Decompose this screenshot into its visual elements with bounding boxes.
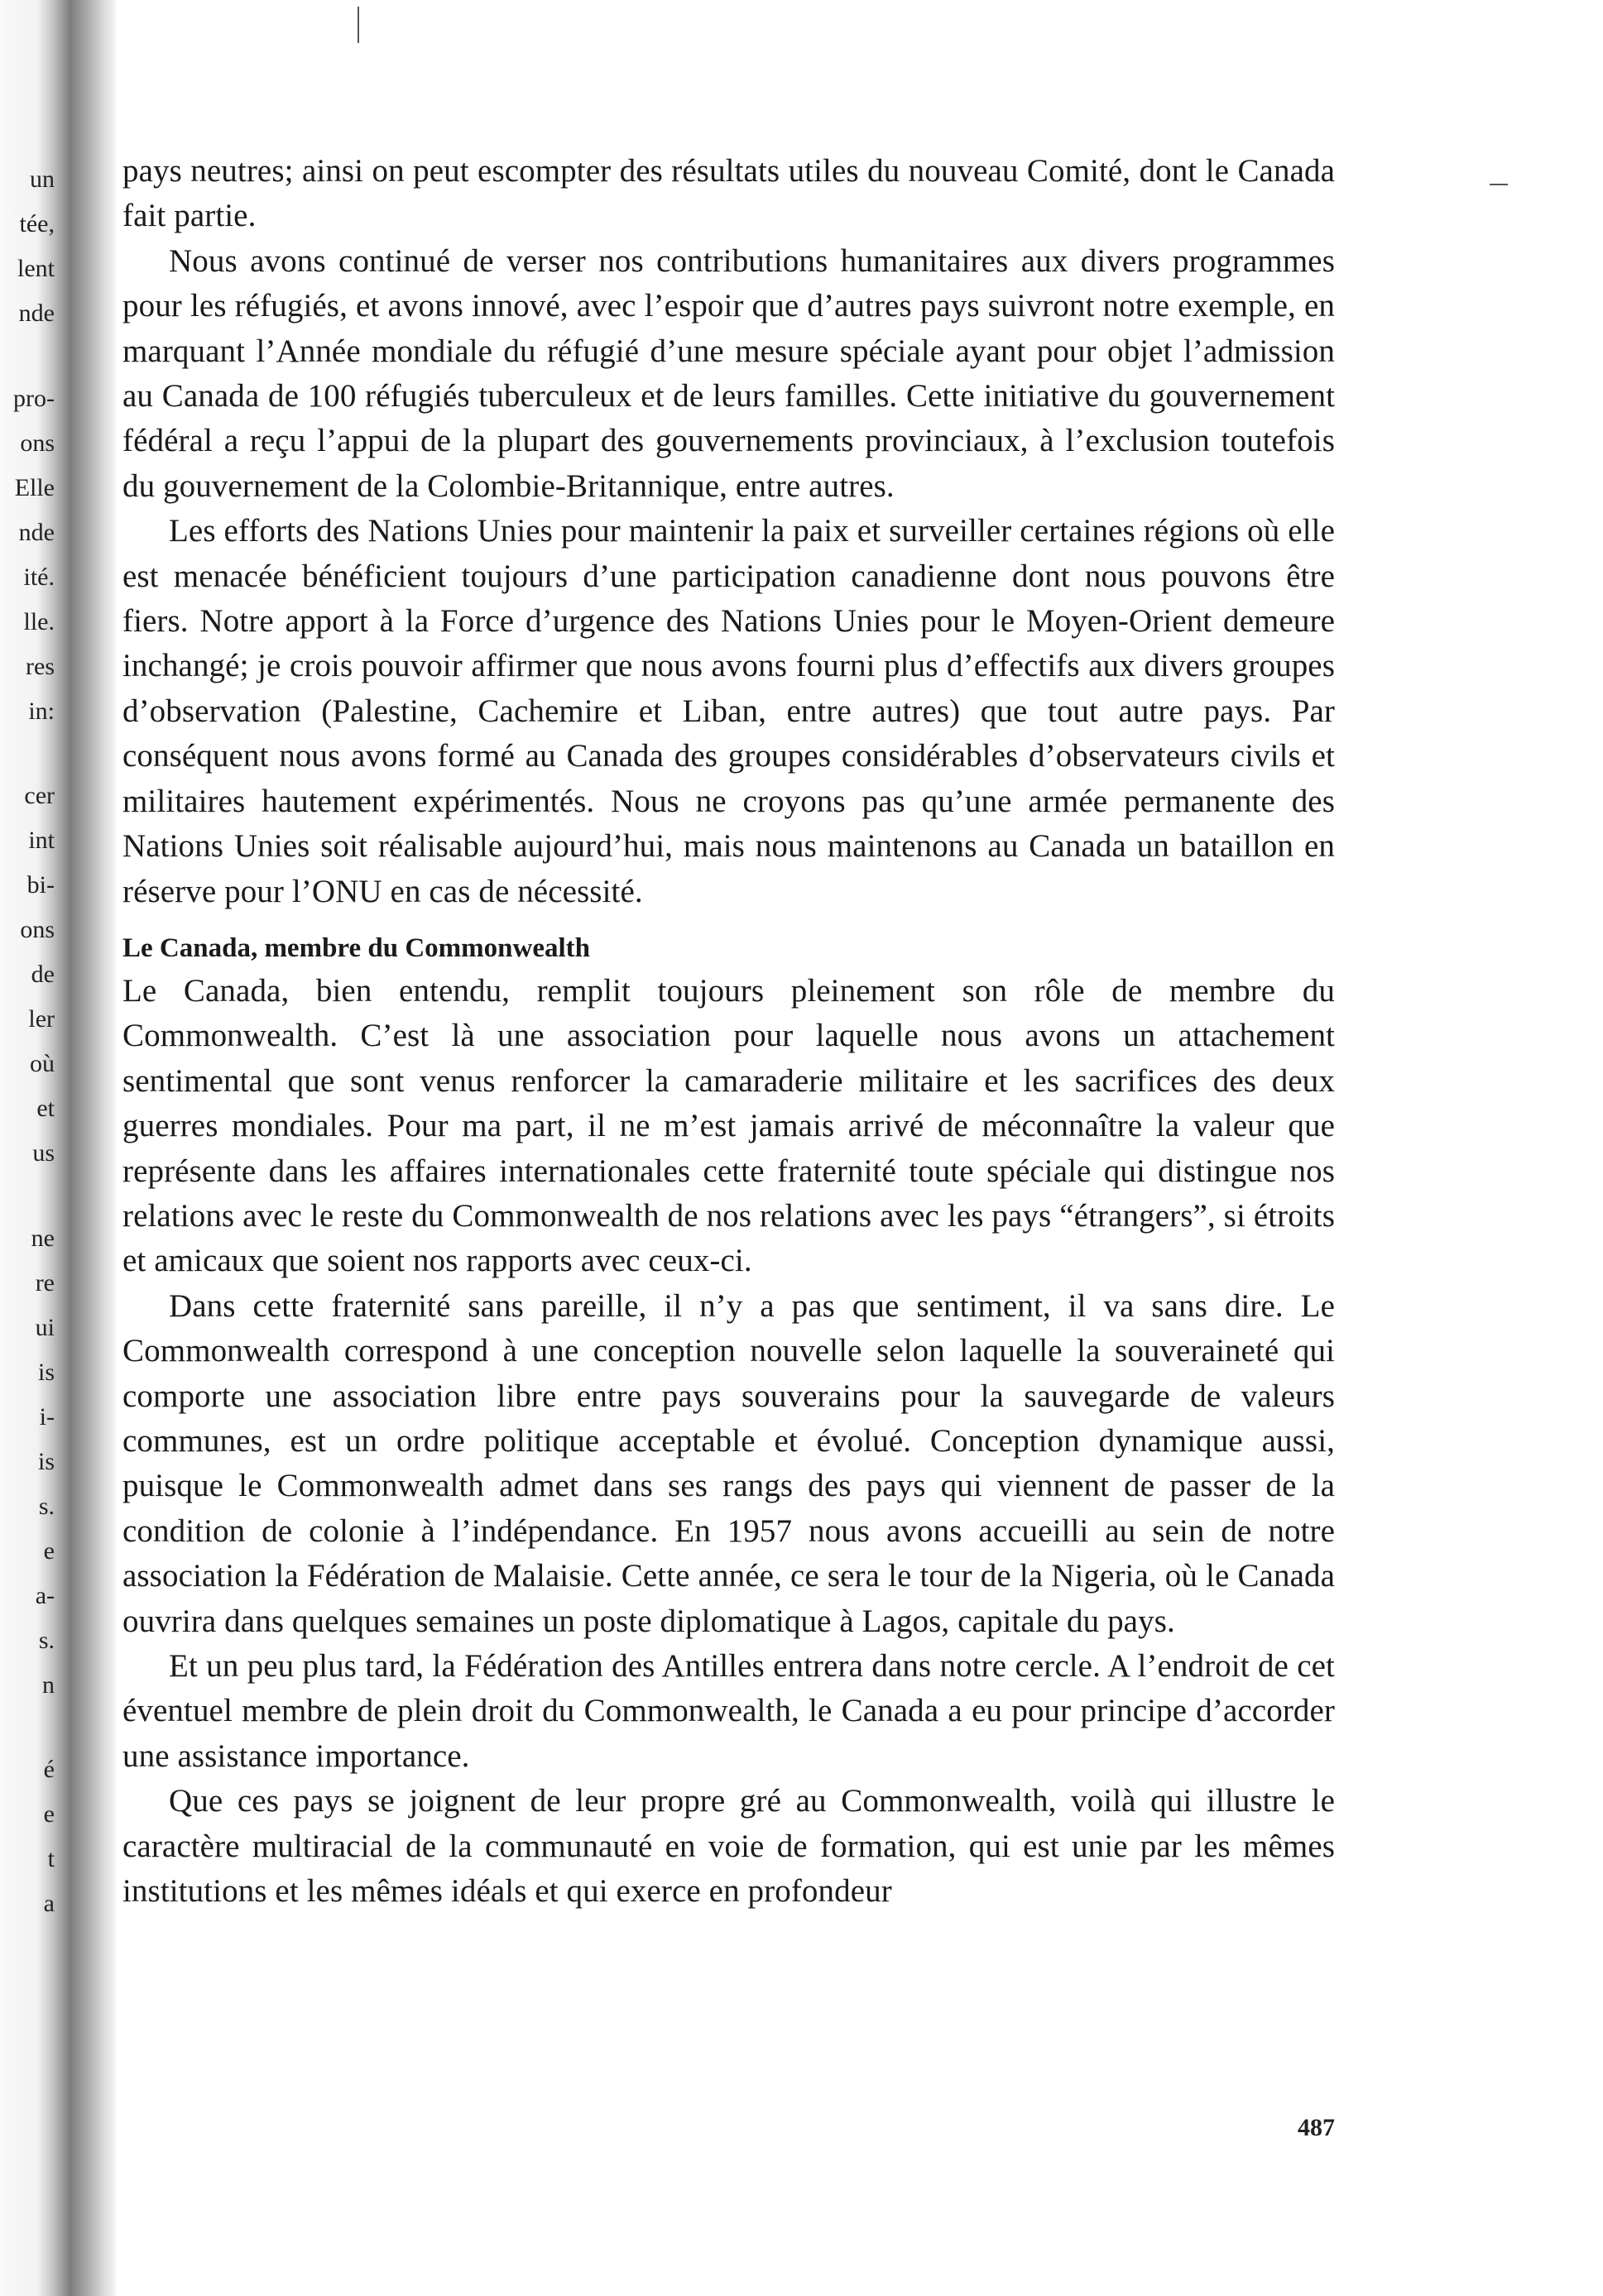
paragraph: Dans cette fraternité sans pareille, il n’y a pas que sentiment, il va sans dire. Le Commonwealth correspond à une conception nouvelle selon laquelle la souveraineté qui comporte une association libre entre pays souverains pour la sauvegarde de valeurs communes, est un ordre politique acceptable et évolué. Conception dynamique aussi, puisque le Commonwealth admet dans ses rangs des pays qui viennent de passer de la condition de colonie à l’indépendance. En 1957 nous avons accueilli au sein de notre association la Fédération de Malaisie. Cette année, ce sera le tour de la Nigeria, où le Canada ouvrira dans quelques semaines un poste diplomatique à Lagos, capitale du pays. xyxy=(122,1287,1335,1639)
scan-mark-top xyxy=(358,7,359,43)
previous-page-fragment: tée, xyxy=(19,210,55,237)
previous-page-fragment: ui xyxy=(35,1313,55,1341)
paragraph: pays neutres; ainsi on peut escompter des résultats utiles du nouveau Comité, dont le Canada fait partie. xyxy=(122,153,1335,234)
previous-page-fragment: Elle xyxy=(14,473,55,501)
previous-page-fragment: is xyxy=(37,1358,55,1386)
previous-page-fragment: e xyxy=(43,1800,55,1829)
scan-mark-right xyxy=(1490,184,1508,185)
previous-page-fragment: et xyxy=(36,1095,55,1123)
previous-page-fragment: lle. xyxy=(23,607,55,635)
section-heading: Le Canada, membre du Commonwealth xyxy=(122,932,590,963)
previous-page-fragment: a xyxy=(43,1890,55,1918)
previous-page-fragment: e xyxy=(43,1536,55,1565)
paragraph: Nous avons continué de verser nos contributions humanitaires aux divers programmes pour les réfugiés, et avons innové, avec l’espoir que d’autres pays suivront notre exemple, en marquant l’Année mondiale du réfugié d’une mesure spéciale ayant pour objet l’admission au Canada de 100 réfugiés tuberculeux et de leurs familles. Cette initiative du gouvernement fédéral a reçu l’appui de la plupart des gouvernements provinciaux, à l’exclusion toutefois du gouvernement de la Colombie-Britannique, entre autres. xyxy=(122,242,1335,504)
previous-page-fragment: in: xyxy=(28,697,55,725)
previous-page-fragment: s. xyxy=(38,1492,55,1520)
page-number: 487 xyxy=(1298,2114,1335,2141)
previous-page-fragment: un xyxy=(30,165,55,193)
previous-page-fragment: bi- xyxy=(26,871,55,899)
paragraph: Les efforts des Nations Unies pour maintenir la paix et surveiller certaines régions où elle est menacée bénéficient toujours d’une participation canadienne dont nous pouvons être fiers. Notre apport à la Force d’urgence des Nations Unies pour le Moyen-Orient demeure inchangé; je crois pouvoir affirmer que nous avons fourni plus d’effectifs aux divers groupes d’observation (Palestine, Cachemire et Liban, entre autres) que tout autre pays. Par conséquent nous avons formé au Canada des groupes considérables d’observateurs civils et militaires hautement expérimentés. Nous ne croyons pas qu’une armée permanente des Nations Unies soit réalisable aujourd’hui, mais nous maintenons au Canada un bataillon en réserve pour l’ONU en cas de nécessité. xyxy=(122,513,1335,909)
previous-page-fragment: é xyxy=(43,1756,55,1784)
page-body xyxy=(122,149,1335,1914)
previous-page-fragment: ons xyxy=(20,916,55,944)
previous-page-fragment: int xyxy=(28,827,55,855)
previous-page-fragment: ler xyxy=(28,1005,55,1033)
previous-page-fragment: lent xyxy=(17,255,55,282)
previous-page-fragment: res xyxy=(26,652,55,680)
previous-page-fragment: de xyxy=(31,961,55,989)
previous-page-fragment: is xyxy=(37,1447,55,1475)
previous-page-column xyxy=(0,0,60,2296)
previous-page-fragment: cer xyxy=(24,782,55,810)
paragraph: Que ces pays se joignent de leur propre gré au Commonwealth, voilà qui illustre le caractère multiracial de la communauté en voie de formation, qui est unie par les mêmes institutions et les mêmes idéals et qui exerce en profondeur xyxy=(122,1783,1335,1910)
previous-page-fragment: nde xyxy=(18,518,55,546)
previous-page-fragment: pro- xyxy=(13,384,55,412)
previous-page-fragment: a- xyxy=(35,1581,55,1609)
previous-page-fragment: ons xyxy=(20,429,55,457)
previous-page-fragment: ité. xyxy=(23,563,55,591)
paragraph: Le Canada, bien entendu, remplit toujours pleinement son rôle de membre du Commonwealth. C’est là une association pour laquelle nous avons un attachement sentimental que sont venus renforcer la camaraderie militaire et les sacrifices des deux guerres mondiales. Pour ma part, il ne m’est jamais arrivé de méconnaître la valeur que représente dans les affaires internationales cette fraternité toute spéciale qui distingue nos relations avec le reste du Commonwealth de nos relations avec les pays “étrangers”, si étroits et amicaux que soient nos rapports avec ceux-ci. xyxy=(122,972,1335,1279)
paragraph: Et un peu plus tard, la Fédération des Antilles entrera dans notre cercle. A l’endroit de cet éventuel membre de plein droit du Commonwealth, le Canada a eu pour principe d’accorder une assistance importance. xyxy=(122,1648,1335,1774)
previous-page-fragment: n xyxy=(42,1670,55,1699)
previous-page-fragment: ne xyxy=(31,1224,55,1252)
previous-page-fragment: s. xyxy=(38,1626,55,1654)
previous-page-fragment: i- xyxy=(39,1402,55,1431)
previous-page-fragment: où xyxy=(30,1050,55,1078)
previous-page-fragment: t xyxy=(47,1845,55,1873)
previous-page-fragment: re xyxy=(35,1268,55,1297)
previous-page-fragment: us xyxy=(32,1139,55,1167)
previous-page-fragment: nde xyxy=(18,300,55,327)
